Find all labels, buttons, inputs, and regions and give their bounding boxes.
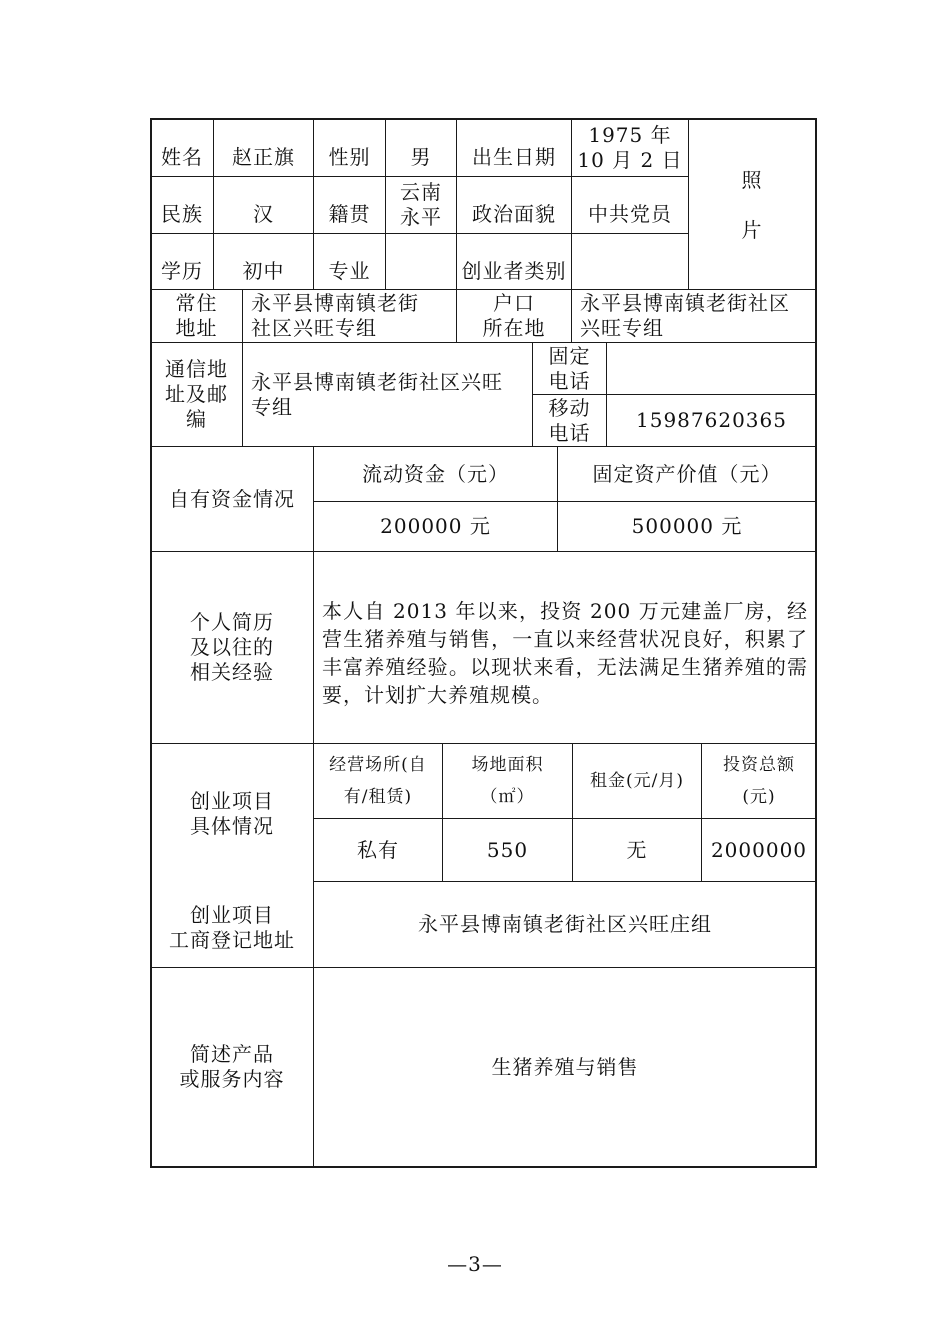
landline-label: 固定 电话: [548, 343, 591, 393]
fixed-assets-label: 固定资产价值（元）: [592, 461, 782, 486]
origin-label: 籍贯: [328, 201, 371, 226]
product-value: 生猪养殖与销售: [491, 1054, 639, 1079]
rule-row2: [151, 233, 688, 234]
rent-label: 租金(元/月): [590, 771, 684, 791]
birth-label: 出生日期: [472, 144, 556, 169]
page-number: —3—: [447, 1252, 503, 1276]
resume-text: 本人自 2013 年以来，投资 200 万元建盖厂房，经营生猪养殖与销售，一直以来经营状况良好，积累了丰富养殖经验。以现状来看，无法满足生猪养殖的需要，计划扩大养殖规模。: [322, 599, 808, 707]
ethnicity-value: 汉: [253, 201, 274, 226]
table-border-top: [150, 118, 817, 120]
table-border-bottom: [150, 1166, 817, 1168]
education-label: 学历: [161, 258, 203, 283]
project-label: 创业项目 具体情况: [190, 789, 274, 838]
area-value: 550: [486, 837, 529, 862]
investment-label: 投资总额 (元): [723, 755, 795, 807]
gender-label: 性别: [328, 144, 371, 169]
major-label: 专业: [328, 258, 371, 283]
origin-value: 云南 永平: [400, 180, 442, 229]
name-label: 姓名: [161, 144, 203, 169]
ethnicity-label: 民族: [161, 201, 203, 226]
gender-value: 男: [410, 144, 432, 169]
fixed-assets-value: 500000 元: [631, 514, 743, 538]
investment-value: 2000000: [710, 837, 808, 862]
mail-label: 通信地 址及邮 编: [165, 357, 228, 431]
funds-label: 自有资金情况: [169, 486, 295, 511]
photo-label: 照 片: [741, 167, 763, 242]
residence-value: 永平县博南镇老街 社区兴旺专组: [251, 291, 419, 340]
registration-label: 创业项目 工商登记地址: [169, 902, 295, 952]
mail-value: 永平县博南镇老街社区兴旺 专组: [251, 369, 503, 419]
mobile-value: 15987620365: [636, 408, 787, 432]
hukou-value: 永平县博南镇老街社区 兴旺专组: [580, 291, 790, 340]
site-label: 经营场所(自 有/租赁): [329, 755, 427, 807]
hukou-label: 户口 所在地: [482, 291, 546, 340]
resume-label: 个人简历 及以往的 相关经验: [190, 610, 274, 684]
product-label: 简述产品 或服务内容: [179, 1042, 285, 1091]
registration-value: 永平县博南镇老街社区兴旺庄组: [418, 912, 712, 936]
site-value: 私有: [357, 837, 399, 862]
landline-value: [607, 343, 816, 394]
birth-value: 1975 年 10 月 2 日: [577, 123, 683, 172]
political-value: 中共党员: [588, 201, 672, 226]
entrepreneur-type-label: 创业者类别: [461, 258, 567, 283]
rent-value: 无: [626, 837, 648, 862]
education-value: 初中: [242, 258, 285, 283]
political-label: 政治面貌: [472, 201, 556, 226]
major-value: [386, 254, 456, 288]
entrepreneur-type-value: [572, 254, 688, 288]
liquid-label: 流动资金（元）: [362, 461, 509, 486]
mobile-label: 移动 电话: [548, 395, 591, 445]
name-value: 赵正旗: [232, 144, 295, 169]
residence-label: 常住 地址: [175, 291, 218, 340]
liquid-value: 200000 元: [380, 514, 491, 538]
area-label: 场地面积 （㎡）: [471, 755, 544, 807]
